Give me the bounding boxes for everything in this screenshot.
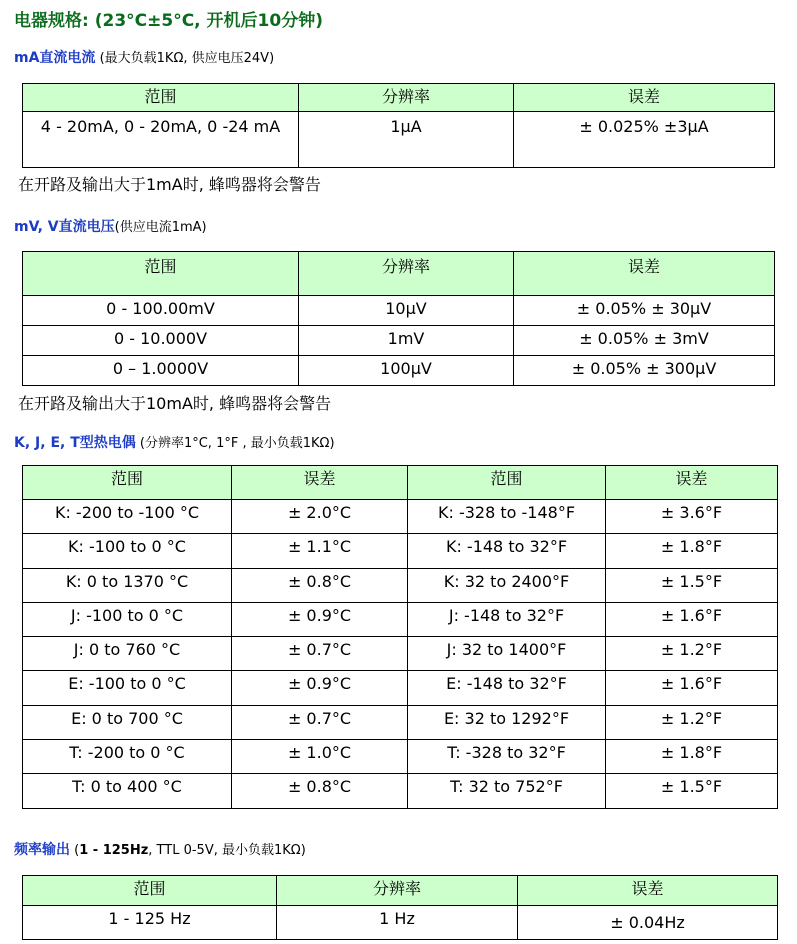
mv-heading-note: (供应电流1mA) (114, 220, 207, 235)
col-error: 误差 (514, 252, 775, 296)
col-resolution: 分辨率 (277, 876, 518, 906)
table-header-row (23, 876, 778, 906)
table-cell: 1 Hz (277, 906, 518, 940)
table-row (23, 774, 778, 808)
table-cell: 10μV (299, 296, 514, 326)
table-cell: ± 1.8°F (606, 740, 778, 774)
table-cell: 4 - 20mA, 0 - 20mA, 0 -24 mA (23, 112, 299, 168)
table-cell: ± 1.1°C (232, 534, 408, 568)
page-title (14, 6, 323, 31)
table-cell: K: -100 to 0 °C (23, 534, 232, 568)
table-cell: 0 – 1.0000V (23, 356, 299, 386)
table-cell: 100μV (299, 356, 514, 386)
table-row (23, 671, 778, 705)
table-row (23, 740, 778, 774)
table-cell: ± 1.2°F (606, 705, 778, 739)
table-cell: 0 - 10.000V (23, 326, 299, 356)
freq-heading-open: ( (70, 843, 80, 858)
table-header-row (23, 466, 778, 500)
table-row (23, 568, 778, 602)
table-row (23, 356, 775, 386)
col-error: 误差 (514, 84, 775, 112)
table-cell: J: 0 to 760 °C (23, 637, 232, 671)
table-row (23, 326, 775, 356)
table-row (23, 500, 778, 534)
col-range: 范围 (23, 84, 299, 112)
table-row (23, 637, 778, 671)
mv-warning-note: 在开路及输出大于10mA时, 蜂鸣器将会警告 (18, 394, 332, 413)
table-cell: 1μA (299, 112, 514, 168)
table-cell: K: 32 to 2400°F (408, 568, 606, 602)
table-cell: T: 0 to 400 °C (23, 774, 232, 808)
table-cell: T: -200 to 0 °C (23, 740, 232, 774)
freq-heading-label: 频率输出 (14, 842, 70, 858)
table-cell: J: -100 to 0 °C (23, 602, 232, 636)
freq-heading-range: 1 - 125Hz (79, 843, 149, 858)
table-row (23, 602, 778, 636)
tc-heading-note: (分辨率1°C, 1°F , 最小负载1KΩ) (135, 436, 335, 451)
table-cell: ± 1.5°F (606, 568, 778, 602)
freq-heading-note: , TTL 0-5V, 最小负载1KΩ) (148, 843, 306, 858)
table-cell: ± 0.04Hz (518, 906, 778, 940)
ma-heading-note: (最大负载1KΩ, 供应电压24V) (95, 51, 275, 66)
table-cell: K: -200 to -100 °C (23, 500, 232, 534)
table-cell: E: -148 to 32°F (408, 671, 606, 705)
ma-heading-label: mA直流电流 (14, 50, 96, 66)
table-cell: ± 1.8°F (606, 534, 778, 568)
mv-heading-label: mV, V直流电压 (14, 219, 115, 235)
table-cell: 0 - 100.00mV (23, 296, 299, 326)
table-cell: T: 32 to 752°F (408, 774, 606, 808)
table-cell: ± 3.6°F (606, 500, 778, 534)
col-error-celsius: 误差 (232, 466, 408, 500)
mv-table (22, 251, 775, 386)
table-cell: ± 2.0°C (232, 500, 408, 534)
title-label: 电器规格: (14, 11, 89, 31)
table-header-row (23, 252, 775, 296)
table-header-row (23, 84, 775, 112)
col-range-celsius: 范围 (23, 466, 232, 500)
table-cell: J: 32 to 1400°F (408, 637, 606, 671)
table-cell: ± 1.5°F (606, 774, 778, 808)
freq-heading (14, 839, 306, 859)
table-row (23, 534, 778, 568)
table-cell: ± 0.05% ± 3mV (514, 326, 775, 356)
col-error-fahrenheit: 误差 (606, 466, 778, 500)
tc-heading (14, 432, 335, 452)
col-resolution: 分辨率 (299, 84, 514, 112)
tc-heading-label: K, J, E, T型热电偶 (14, 435, 136, 451)
table-cell: ± 0.7°C (232, 705, 408, 739)
table-cell: ± 0.9°C (232, 602, 408, 636)
table-cell: ± 1.6°F (606, 671, 778, 705)
table-cell: K: -148 to 32°F (408, 534, 606, 568)
title-condition: (23°C±5°C, 开机后10分钟) (88, 11, 323, 31)
table-cell: E: 32 to 1292°F (408, 705, 606, 739)
col-range-fahrenheit: 范围 (408, 466, 606, 500)
table-cell: E: 0 to 700 °C (23, 705, 232, 739)
table-cell: 1 - 125 Hz (23, 906, 277, 940)
table-cell: T: -328 to 32°F (408, 740, 606, 774)
table-cell: ± 1.2°F (606, 637, 778, 671)
table-row (23, 705, 778, 739)
freq-table (22, 875, 778, 940)
table-cell: ± 0.9°C (232, 671, 408, 705)
table-cell: ± 0.025% ±3μA (514, 112, 775, 168)
table-cell: ± 1.0°C (232, 740, 408, 774)
tc-table-body (23, 500, 778, 809)
table-cell: ± 1.6°F (606, 602, 778, 636)
table-cell: ± 0.05% ± 30μV (514, 296, 775, 326)
table-row (23, 296, 775, 326)
col-range: 范围 (23, 252, 299, 296)
table-cell: ± 0.8°C (232, 774, 408, 808)
table-cell: J: -148 to 32°F (408, 602, 606, 636)
table-cell: 1mV (299, 326, 514, 356)
table-cell: K: 0 to 1370 °C (23, 568, 232, 602)
table-cell: K: -328 to -148°F (408, 500, 606, 534)
tc-table (22, 465, 778, 809)
ma-warning-note: 在开路及输出大于1mA时, 蜂鸣器将会警告 (18, 175, 321, 194)
ma-heading (14, 47, 274, 67)
mv-heading (14, 216, 207, 236)
ma-table (22, 83, 775, 168)
table-row (23, 112, 775, 168)
table-cell: ± 0.05% ± 300μV (514, 356, 775, 386)
col-range: 范围 (23, 876, 277, 906)
table-cell: ± 0.7°C (232, 637, 408, 671)
col-error: 误差 (518, 876, 778, 906)
table-cell: ± 0.8°C (232, 568, 408, 602)
col-resolution: 分辨率 (299, 252, 514, 296)
table-cell: E: -100 to 0 °C (23, 671, 232, 705)
table-row (23, 906, 778, 940)
